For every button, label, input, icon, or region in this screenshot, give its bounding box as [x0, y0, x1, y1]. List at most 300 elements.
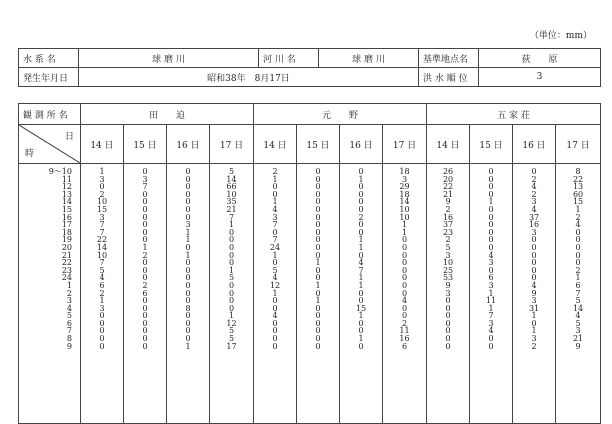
rainfall-value: 0 — [358, 204, 364, 214]
rainfall-value: 4 — [531, 182, 537, 192]
rainfall-value: 0 — [272, 227, 278, 237]
rainfall-value: 0 — [142, 341, 148, 351]
rainfall-value: 5 — [99, 265, 105, 275]
rainfall-value: 35 — [226, 197, 237, 207]
rainfall-value: 0 — [142, 326, 148, 336]
rainfall-value: 66 — [226, 182, 237, 192]
day-header: 14 日 — [254, 125, 297, 164]
rainfall-value: 0 — [272, 182, 278, 192]
corner-day: 日 — [64, 132, 74, 142]
rainfall-value: 1 — [488, 197, 494, 207]
rainfall-value: 0 — [228, 250, 235, 260]
rainfall-value: 1 — [142, 242, 148, 252]
rainfall-value: 2 — [142, 280, 148, 290]
time-label: 4 — [66, 303, 72, 313]
rainfall-value: 17 — [226, 341, 237, 351]
corner-cell — [19, 125, 81, 164]
rainfall-value: 3 — [531, 296, 537, 306]
rainfall-value: 0 — [315, 273, 321, 283]
rainfall-value: 7 — [99, 258, 105, 268]
day-header: 15 日 — [297, 125, 340, 164]
time-column — [19, 164, 81, 424]
rainfall-value: 9 — [445, 280, 451, 290]
rainfall-value: 3 — [531, 334, 537, 344]
rainfall-value: 7 — [488, 311, 494, 321]
rain-gokanosho-16 — [513, 164, 556, 424]
rainfall-value: 0 — [401, 235, 408, 245]
rainfall-value: 0 — [315, 303, 321, 313]
rainfall-value: 0 — [185, 204, 191, 214]
rainfall-value: 1 — [185, 235, 191, 245]
day-header: 17 日 — [556, 125, 601, 164]
time-label: 2 — [66, 288, 72, 298]
time-label: 8 — [66, 334, 72, 344]
rainfall-value: 13 — [572, 182, 584, 192]
rainfall-value: 1 — [358, 280, 364, 290]
rainfall-value: 2 — [531, 174, 537, 184]
rainfall-value: 14 — [572, 303, 584, 313]
rainfall-value: 0 — [185, 258, 191, 268]
rainfall-value: 5 — [575, 318, 581, 328]
day-header: 16 日 — [513, 125, 556, 164]
rainfall-value: 0 — [488, 334, 494, 344]
rainfall-value: 7 — [272, 220, 278, 230]
rainfall-value: 1 — [99, 296, 105, 306]
rainfall-value: 0 — [142, 189, 148, 199]
rainfall-value: 1 — [272, 288, 278, 298]
rainfall-value: 0 — [142, 197, 148, 207]
rainfall-value: 15 — [572, 197, 584, 207]
rainfall-value: 0 — [358, 189, 364, 199]
rainfall-value: 0 — [185, 167, 191, 176]
rainfall-value: 0 — [315, 227, 321, 237]
rainfall-value: 1 — [358, 235, 364, 245]
rain-gokanosho-17 — [556, 164, 601, 424]
time-label: 16 — [61, 212, 72, 222]
rainfall-value: 21 — [226, 204, 237, 214]
rainfall-value: 0 — [445, 318, 451, 328]
rainfall-value: 0 — [272, 341, 278, 351]
time-label: 17 — [61, 220, 72, 230]
rainfall-value: 12 — [269, 280, 281, 290]
rainfall-value: 0 — [488, 182, 494, 192]
rainfall-value: 0 — [531, 242, 537, 252]
rainfall-value: 1 — [358, 174, 364, 184]
rainfall-value: 15 — [96, 204, 108, 214]
rainfall-value: 0 — [445, 311, 451, 321]
rainfall-value: 0 — [488, 242, 494, 252]
rainfall-value: 0 — [488, 204, 494, 214]
rainfall-value: 0 — [315, 311, 321, 321]
rainfall-value: 2 — [575, 212, 581, 222]
rainfall-value: 14 — [226, 174, 237, 184]
flood-rank-label: 洪 水 順 位 — [419, 68, 479, 87]
time-label: 21 — [61, 250, 72, 260]
rainfall-value: 4 — [272, 311, 278, 321]
time-label: 13 — [61, 189, 72, 199]
rainfall-value: 0 — [315, 197, 321, 207]
rainfall-value: 9 — [575, 341, 581, 351]
rainfall-value: 3 — [575, 326, 581, 336]
rainfall-value: 0 — [185, 280, 191, 290]
rainfall-value: 0 — [228, 227, 235, 237]
rainfall-value: 0 — [488, 235, 494, 245]
rainfall-value: 4 — [575, 220, 581, 230]
rainfall-value: 10 — [399, 212, 410, 222]
day-header: 17 日 — [383, 125, 427, 164]
rainfall-value: 0 — [228, 288, 235, 298]
time-label: 23 — [61, 265, 72, 275]
rainfall-value: 8 — [575, 167, 581, 176]
rainfall-value: 0 — [142, 303, 148, 313]
rainfall-value: 9 — [531, 288, 537, 298]
rainfall-value: 37 — [442, 220, 454, 230]
day-header: 14 日 — [427, 125, 470, 164]
rainfall-value: 10 — [226, 189, 237, 199]
rainfall-value: 10 — [96, 197, 108, 207]
time-label: 19 — [61, 235, 72, 245]
rainfall-value: 0 — [401, 303, 408, 313]
rainfall-value: 1 — [272, 197, 278, 207]
rainfall-value: 2 — [531, 189, 537, 199]
rainfall-value: 0 — [185, 288, 191, 298]
time-label: 1 — [66, 280, 72, 290]
rainfall-value: 0 — [358, 288, 364, 298]
rainfall-value: 31 — [528, 303, 540, 313]
rainfall-value: 2 — [142, 250, 148, 260]
rainfall-value: 7 — [99, 220, 105, 230]
rainfall-value: 0 — [445, 341, 451, 351]
rainfall-value: 2 — [272, 167, 278, 176]
rainfall-value: 10 — [96, 250, 108, 260]
rain-motono-15 — [297, 164, 340, 424]
rainfall-value: 0 — [228, 280, 235, 290]
river-label: 河 川 名 — [259, 49, 319, 68]
time-label: 9～10 — [48, 167, 72, 176]
rainfall-value: 0 — [228, 235, 235, 245]
time-label: 3 — [66, 296, 72, 306]
rainfall-value: 0 — [272, 326, 278, 336]
time-label: 18 — [61, 227, 72, 237]
rainfall-value: 1 — [272, 174, 278, 184]
rainfall-value: 2 — [575, 265, 581, 275]
rainfall-value: 0 — [185, 311, 191, 321]
rainfall-table — [18, 103, 601, 424]
rainfall-value: 11 — [485, 296, 497, 306]
rainfall-value: 0 — [142, 212, 148, 222]
rainfall-value: 0 — [575, 258, 581, 268]
rainfall-value: 5 — [228, 334, 235, 344]
rainfall-value: 0 — [401, 273, 408, 283]
rainfall-value: 4 — [575, 311, 581, 321]
rainfall-value: 0 — [315, 341, 321, 351]
data-row — [19, 164, 601, 424]
rainfall-value: 0 — [142, 334, 148, 344]
rainfall-value: 1 — [315, 280, 321, 290]
rainfall-value: 1 — [272, 250, 278, 260]
rainfall-value: 0 — [401, 258, 408, 268]
time-label: 9 — [66, 341, 72, 351]
rainfall-value: 4 — [401, 296, 408, 306]
rainfall-value: 0 — [142, 318, 148, 328]
rainfall-value: 22 — [442, 182, 454, 192]
rainfall-value: 5 — [272, 265, 278, 275]
rainfall-value: 0 — [315, 334, 321, 344]
rainfall-value: 0 — [185, 273, 191, 283]
rainfall-value: 7 — [142, 182, 148, 192]
rainfall-value: 0 — [575, 242, 581, 252]
time-label: 20 — [61, 242, 72, 252]
rainfall-value: 6 — [142, 288, 148, 298]
rainfall-value: 0 — [142, 273, 148, 283]
rainfall-value: 4 — [488, 250, 494, 260]
rainfall-value: 4 — [272, 204, 278, 214]
rainfall-value: 1 — [185, 250, 191, 260]
water-system-label: 水 系 名 — [19, 49, 79, 68]
rainfall-value: 0 — [315, 212, 321, 222]
river-value: 球 磨 川 — [319, 49, 419, 68]
rainfall-value: 21 — [442, 189, 454, 199]
header-table — [18, 48, 601, 87]
rain-tasako-15 — [124, 164, 167, 424]
rainfall-value: 0 — [358, 318, 364, 328]
rainfall-value: 3 — [99, 303, 105, 313]
rainfall-value: 0 — [315, 220, 321, 230]
rainfall-value: 7 — [272, 235, 278, 245]
rainfall-value: 0 — [401, 242, 408, 252]
rainfall-value: 0 — [531, 235, 537, 245]
rainfall-value: 0 — [488, 341, 494, 351]
rainfall-value: 0 — [272, 296, 278, 306]
rainfall-value: 0 — [315, 265, 321, 275]
rainfall-value: 26 — [442, 167, 454, 176]
rainfall-value: 0 — [185, 197, 191, 207]
rainfall-value: 3 — [99, 174, 105, 184]
rainfall-value: 4 — [531, 204, 537, 214]
rainfall-value: 0 — [315, 250, 321, 260]
rainfall-value: 0 — [531, 258, 537, 268]
rainfall-value: 0 — [401, 288, 408, 298]
rainfall-value: 3 — [488, 318, 494, 328]
rainfall-value: 4 — [531, 280, 537, 290]
unit-label: （単位：mm） — [529, 31, 592, 41]
rainfall-value: 0 — [142, 204, 148, 214]
rainfall-value: 22 — [96, 235, 108, 245]
rainfall-value: 1 — [228, 220, 235, 230]
rain-motono-17 — [383, 164, 427, 424]
rainfall-value: 0 — [272, 258, 278, 268]
rainfall-value: 0 — [142, 311, 148, 321]
rainfall-value: 7 — [228, 212, 235, 222]
rainfall-value: 0 — [531, 318, 537, 328]
base-point-label: 基準地点名 — [419, 49, 479, 68]
rainfall-value: 7 — [99, 227, 105, 237]
rainfall-value: 8 — [185, 303, 191, 313]
rainfall-value: 1 — [531, 311, 537, 321]
rainfall-value: 0 — [401, 250, 408, 260]
rainfall-value: 0 — [142, 167, 148, 176]
rainfall-value: 1 — [185, 227, 191, 237]
rainfall-value: 0 — [142, 265, 148, 275]
rainfall-value: 0 — [531, 250, 537, 260]
rainfall-value: 24 — [269, 242, 281, 252]
rain-tasako-17 — [210, 164, 254, 424]
rainfall-value: 29 — [399, 182, 410, 192]
rainfall-value: 11 — [399, 326, 410, 336]
rainfall-value: 0 — [228, 242, 235, 252]
rainfall-value: 22 — [572, 174, 584, 184]
rainfall-value: 6 — [575, 280, 581, 290]
rainfall-value: 0 — [99, 326, 105, 336]
rainfall-value: 1 — [99, 167, 105, 176]
rainfall-value: 1 — [358, 334, 364, 344]
rainfall-value: 0 — [315, 167, 321, 176]
rainfall-value: 0 — [315, 326, 321, 336]
time-label: 6 — [66, 318, 72, 328]
rainfall-value: 0 — [185, 326, 191, 336]
rainfall-value: 1 — [531, 326, 537, 336]
rainfall-value: 3 — [272, 212, 278, 222]
rainfall-value: 0 — [185, 242, 191, 252]
rainfall-value: 0 — [99, 334, 105, 344]
rainfall-value: 0 — [488, 227, 494, 237]
rainfall-value: 0 — [358, 227, 364, 237]
rainfall-value: 5 — [228, 167, 235, 176]
rainfall-value: 0 — [315, 288, 321, 298]
time-label: 5 — [66, 311, 72, 321]
rainfall-value: 10 — [442, 258, 454, 268]
rainfall-value: 0 — [488, 189, 494, 199]
rainfall-value: 1 — [185, 341, 191, 351]
flood-rank-value: 3 — [479, 68, 601, 87]
rainfall-value: 1 — [228, 265, 235, 275]
rainfall-value: 4 — [488, 326, 494, 336]
rainfall-value: 4 — [99, 273, 105, 283]
rainfall-value: 4 — [272, 273, 278, 283]
rainfall-value: 2 — [445, 235, 451, 245]
time-label: 14 — [61, 197, 72, 207]
rainfall-value: 23 — [442, 227, 454, 237]
rainfall-value: 3 — [142, 174, 148, 184]
rainfall-value: 0 — [401, 280, 408, 290]
rainfall-value: 14 — [399, 197, 410, 207]
day-header: 14 日 — [81, 125, 124, 164]
rainfall-value: 16 — [399, 334, 410, 344]
rainfall-value: 0 — [272, 334, 278, 344]
rainfall-value: 0 — [401, 265, 408, 275]
day-header: 15 日 — [470, 125, 513, 164]
rainfall-value: 0 — [315, 189, 321, 199]
rainfall-value: 3 — [488, 258, 494, 268]
rainfall-value: 0 — [99, 318, 105, 328]
rainfall-value: 5 — [575, 296, 581, 306]
day-header: 16 日 — [167, 125, 210, 164]
day-header: 17 日 — [210, 125, 254, 164]
rainfall-value: 3 — [445, 250, 451, 260]
rainfall-value: 0 — [575, 227, 581, 237]
rainfall-value: 2 — [401, 318, 408, 328]
rainfall-value: 0 — [142, 220, 148, 230]
rainfall-value: 1 — [401, 227, 408, 237]
rainfall-value: 0 — [272, 318, 278, 328]
rainfall-value: 3 — [531, 197, 537, 207]
rainfall-value: 0 — [99, 182, 105, 192]
rainfall-value: 0 — [531, 273, 537, 283]
time-label: 22 — [61, 258, 72, 268]
rainfall-value: 0 — [315, 204, 321, 214]
rainfall-value: 0 — [358, 250, 364, 260]
rainfall-value: 0 — [358, 341, 364, 351]
rainfall-value: 0 — [358, 220, 364, 230]
rainfall-value: 3 — [445, 288, 451, 298]
rainfall-value: 0 — [445, 326, 451, 336]
rainfall-value: 1 — [315, 296, 321, 306]
base-point-value: 荻 原 — [479, 49, 601, 68]
time-label: 7 — [66, 326, 72, 336]
time-label: 15 — [61, 204, 72, 214]
rainfall-value: 18 — [399, 167, 410, 176]
rainfall-value: 0 — [488, 265, 494, 275]
rainfall-value: 7 — [358, 265, 364, 275]
rainfall-value: 0 — [185, 296, 191, 306]
rainfall-value: 1 — [488, 303, 494, 313]
rainfall-value: 0 — [488, 212, 494, 222]
rainfall-value: 1 — [575, 273, 581, 283]
rainfall-value: 20 — [442, 174, 454, 184]
rainfall-value: 2 — [445, 204, 451, 214]
rainfall-value: 3 — [185, 220, 191, 230]
rainfall-value: 6 — [488, 273, 494, 283]
rainfall-value: 3 — [99, 212, 105, 222]
rainfall-value: 0 — [142, 296, 148, 306]
date-value: 昭和38年 8月17日 — [79, 68, 419, 87]
rainfall-value: 0 — [185, 334, 191, 344]
rainfall-value: 3 — [488, 280, 494, 290]
rainfall-value: 9 — [445, 197, 451, 207]
rainfall-value: 15 — [355, 303, 367, 313]
day-header: 15 日 — [124, 125, 167, 164]
time-label: 12 — [61, 182, 72, 192]
rainfall-value: 4 — [358, 258, 364, 268]
rainfall-value: 0 — [315, 174, 321, 184]
rainfall-value: 0 — [315, 242, 321, 252]
rainfall-value: 1 — [315, 258, 321, 268]
rainfall-value: 0 — [185, 318, 191, 328]
rainfall-value: 3 — [531, 227, 537, 237]
rain-gokanosho-15 — [470, 164, 513, 424]
rainfall-value: 0 — [315, 235, 321, 245]
rainfall-value: 0 — [99, 341, 105, 351]
rainfall-value: 1 — [488, 288, 494, 298]
rainfall-value: 0 — [445, 296, 451, 306]
rainfall-value: 0 — [272, 189, 278, 199]
rainfall-value: 0 — [185, 182, 191, 192]
rainfall-value: 6 — [99, 280, 105, 290]
rain-motono-14 — [254, 164, 297, 424]
station-gokanosho: 五 家 荘 — [427, 104, 601, 125]
rainfall-value: 2 — [358, 212, 364, 222]
water-system-value: 球 磨 川 — [79, 49, 259, 68]
rainfall-value: 0 — [185, 189, 191, 199]
rainfall-value: 5 — [228, 326, 235, 336]
rain-tasako-14 — [81, 164, 124, 424]
rainfall-value: 0 — [315, 182, 321, 192]
rainfall-value: 21 — [572, 334, 584, 344]
rain-gokanosho-14 — [427, 164, 470, 424]
rainfall-value: 1 — [358, 311, 364, 321]
rain-motono-16 — [340, 164, 383, 424]
rainfall-value: 60 — [572, 189, 584, 199]
